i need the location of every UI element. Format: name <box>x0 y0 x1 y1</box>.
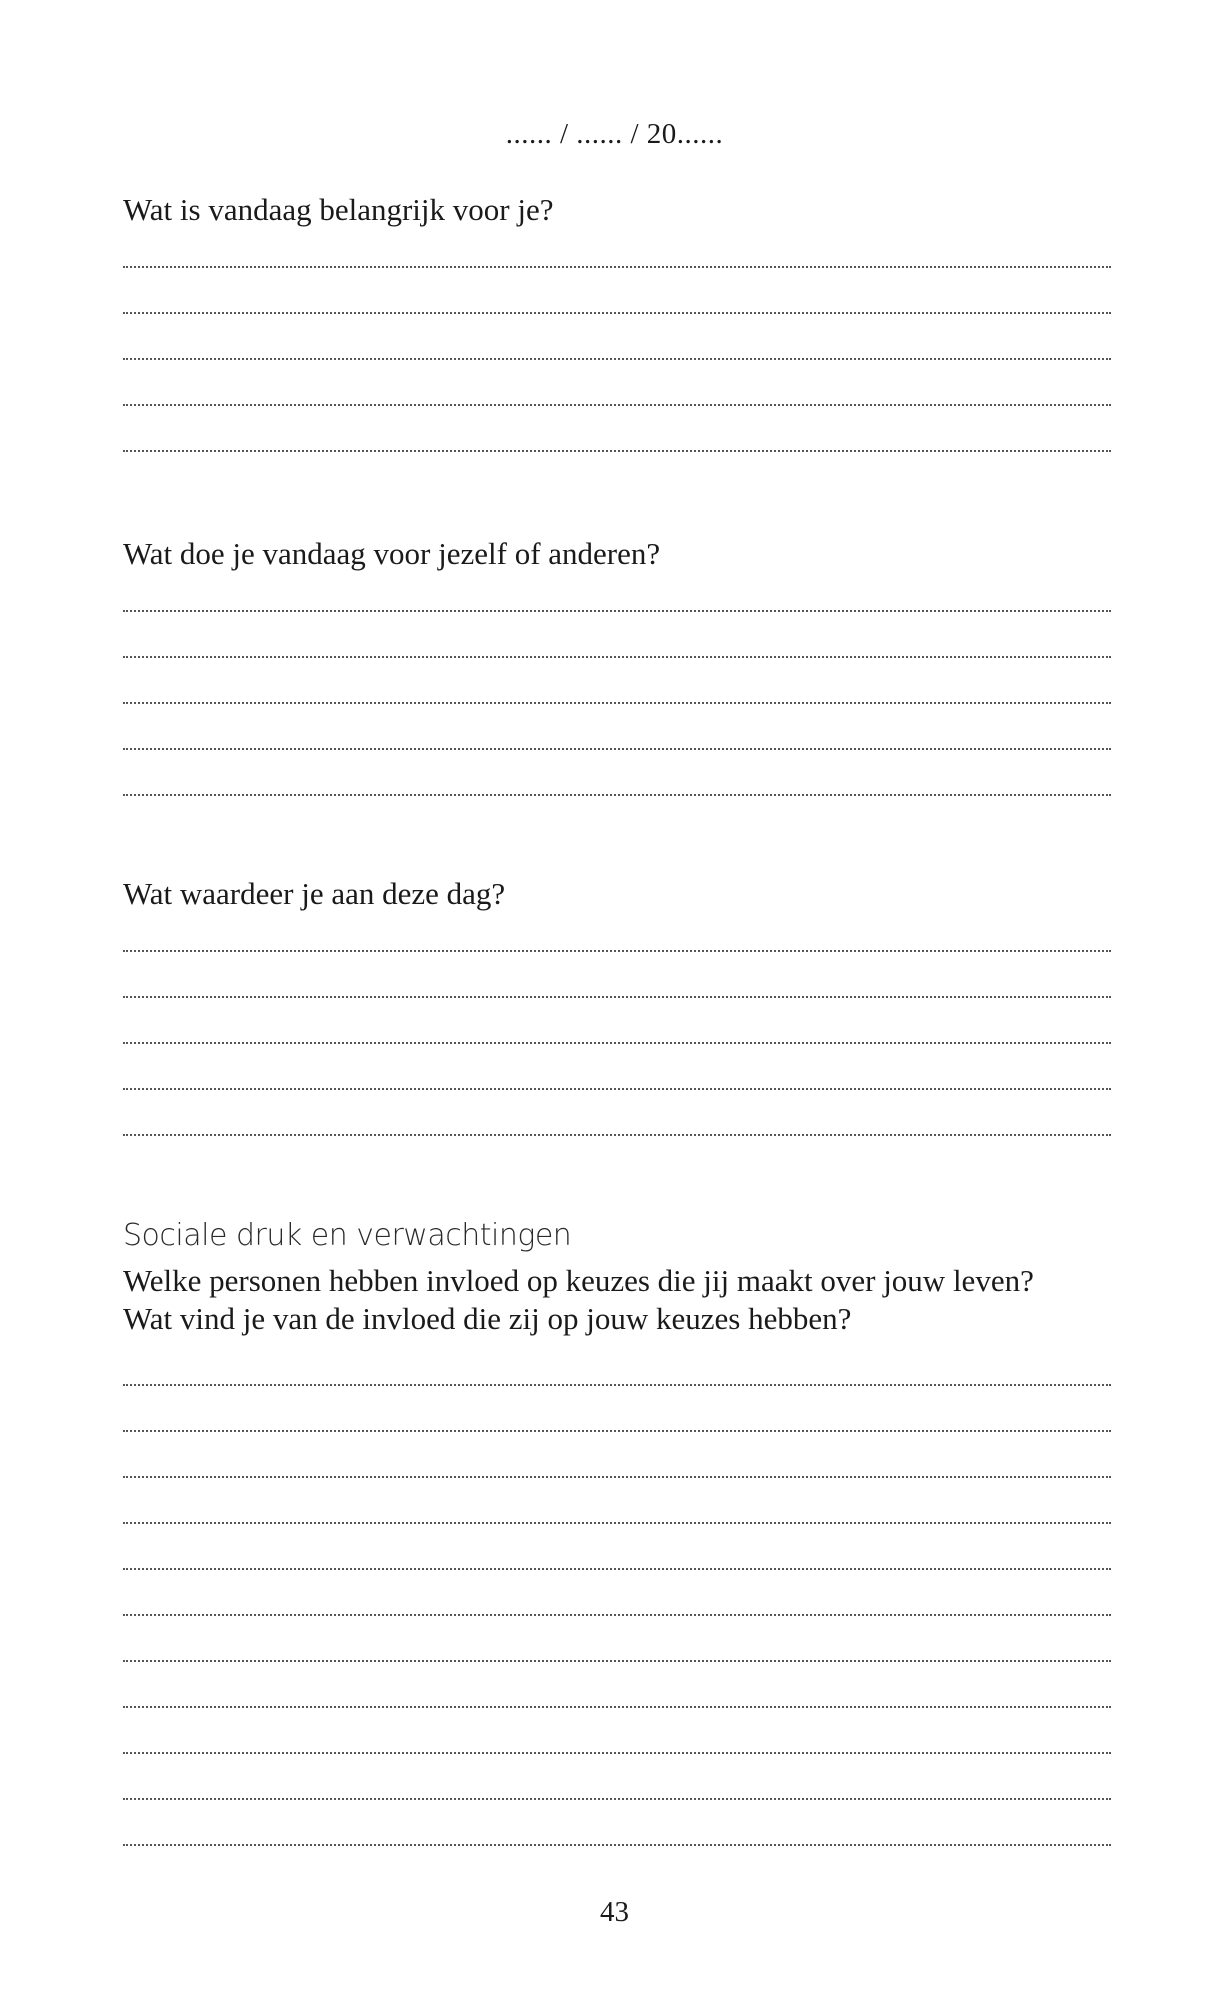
writing-line[interactable] <box>123 1706 1111 1708</box>
writing-line[interactable] <box>123 1430 1111 1432</box>
writing-line[interactable] <box>123 950 1111 952</box>
prompt-line-2: Wat vind je van de invloed die zij op jouw keuzes hebben? <box>123 1301 852 1336</box>
page-number: 43 <box>600 1896 629 1928</box>
writing-line[interactable] <box>123 450 1111 452</box>
question-1: Wat is vandaag belangrijk voor je? <box>123 192 554 227</box>
writing-line[interactable] <box>123 404 1111 406</box>
writing-line[interactable] <box>123 1752 1111 1754</box>
writing-line[interactable] <box>123 266 1111 268</box>
writing-line[interactable] <box>123 1614 1111 1616</box>
writing-line[interactable] <box>123 312 1111 314</box>
writing-line[interactable] <box>123 1088 1111 1090</box>
writing-line[interactable] <box>123 1384 1111 1386</box>
writing-line[interactable] <box>123 1476 1111 1478</box>
writing-line[interactable] <box>123 1568 1111 1570</box>
writing-line[interactable] <box>123 996 1111 998</box>
writing-line[interactable] <box>123 1042 1111 1044</box>
question-3: Wat waardeer je aan deze dag? <box>123 876 506 911</box>
writing-line[interactable] <box>123 656 1111 658</box>
writing-line[interactable] <box>123 1134 1111 1136</box>
prompt-line-1: Welke personen hebben invloed op keuzes die jij maakt over jouw leven? <box>123 1263 1034 1298</box>
writing-line[interactable] <box>123 610 1111 612</box>
date-field[interactable]: ...... / ...... / 20...... <box>505 118 724 150</box>
question-2: Wat doe je vandaag voor jezelf of anderen? <box>123 536 661 571</box>
section-heading: Sociale druk en verwachtingen <box>123 1218 572 1253</box>
writing-line[interactable] <box>123 748 1111 750</box>
section-prompt <box>123 1262 1034 1338</box>
writing-line[interactable] <box>123 702 1111 704</box>
writing-line[interactable] <box>123 1660 1111 1662</box>
writing-line[interactable] <box>123 794 1111 796</box>
writing-line[interactable] <box>123 1522 1111 1524</box>
writing-line[interactable] <box>123 1844 1111 1846</box>
writing-line[interactable] <box>123 1798 1111 1800</box>
writing-line[interactable] <box>123 358 1111 360</box>
